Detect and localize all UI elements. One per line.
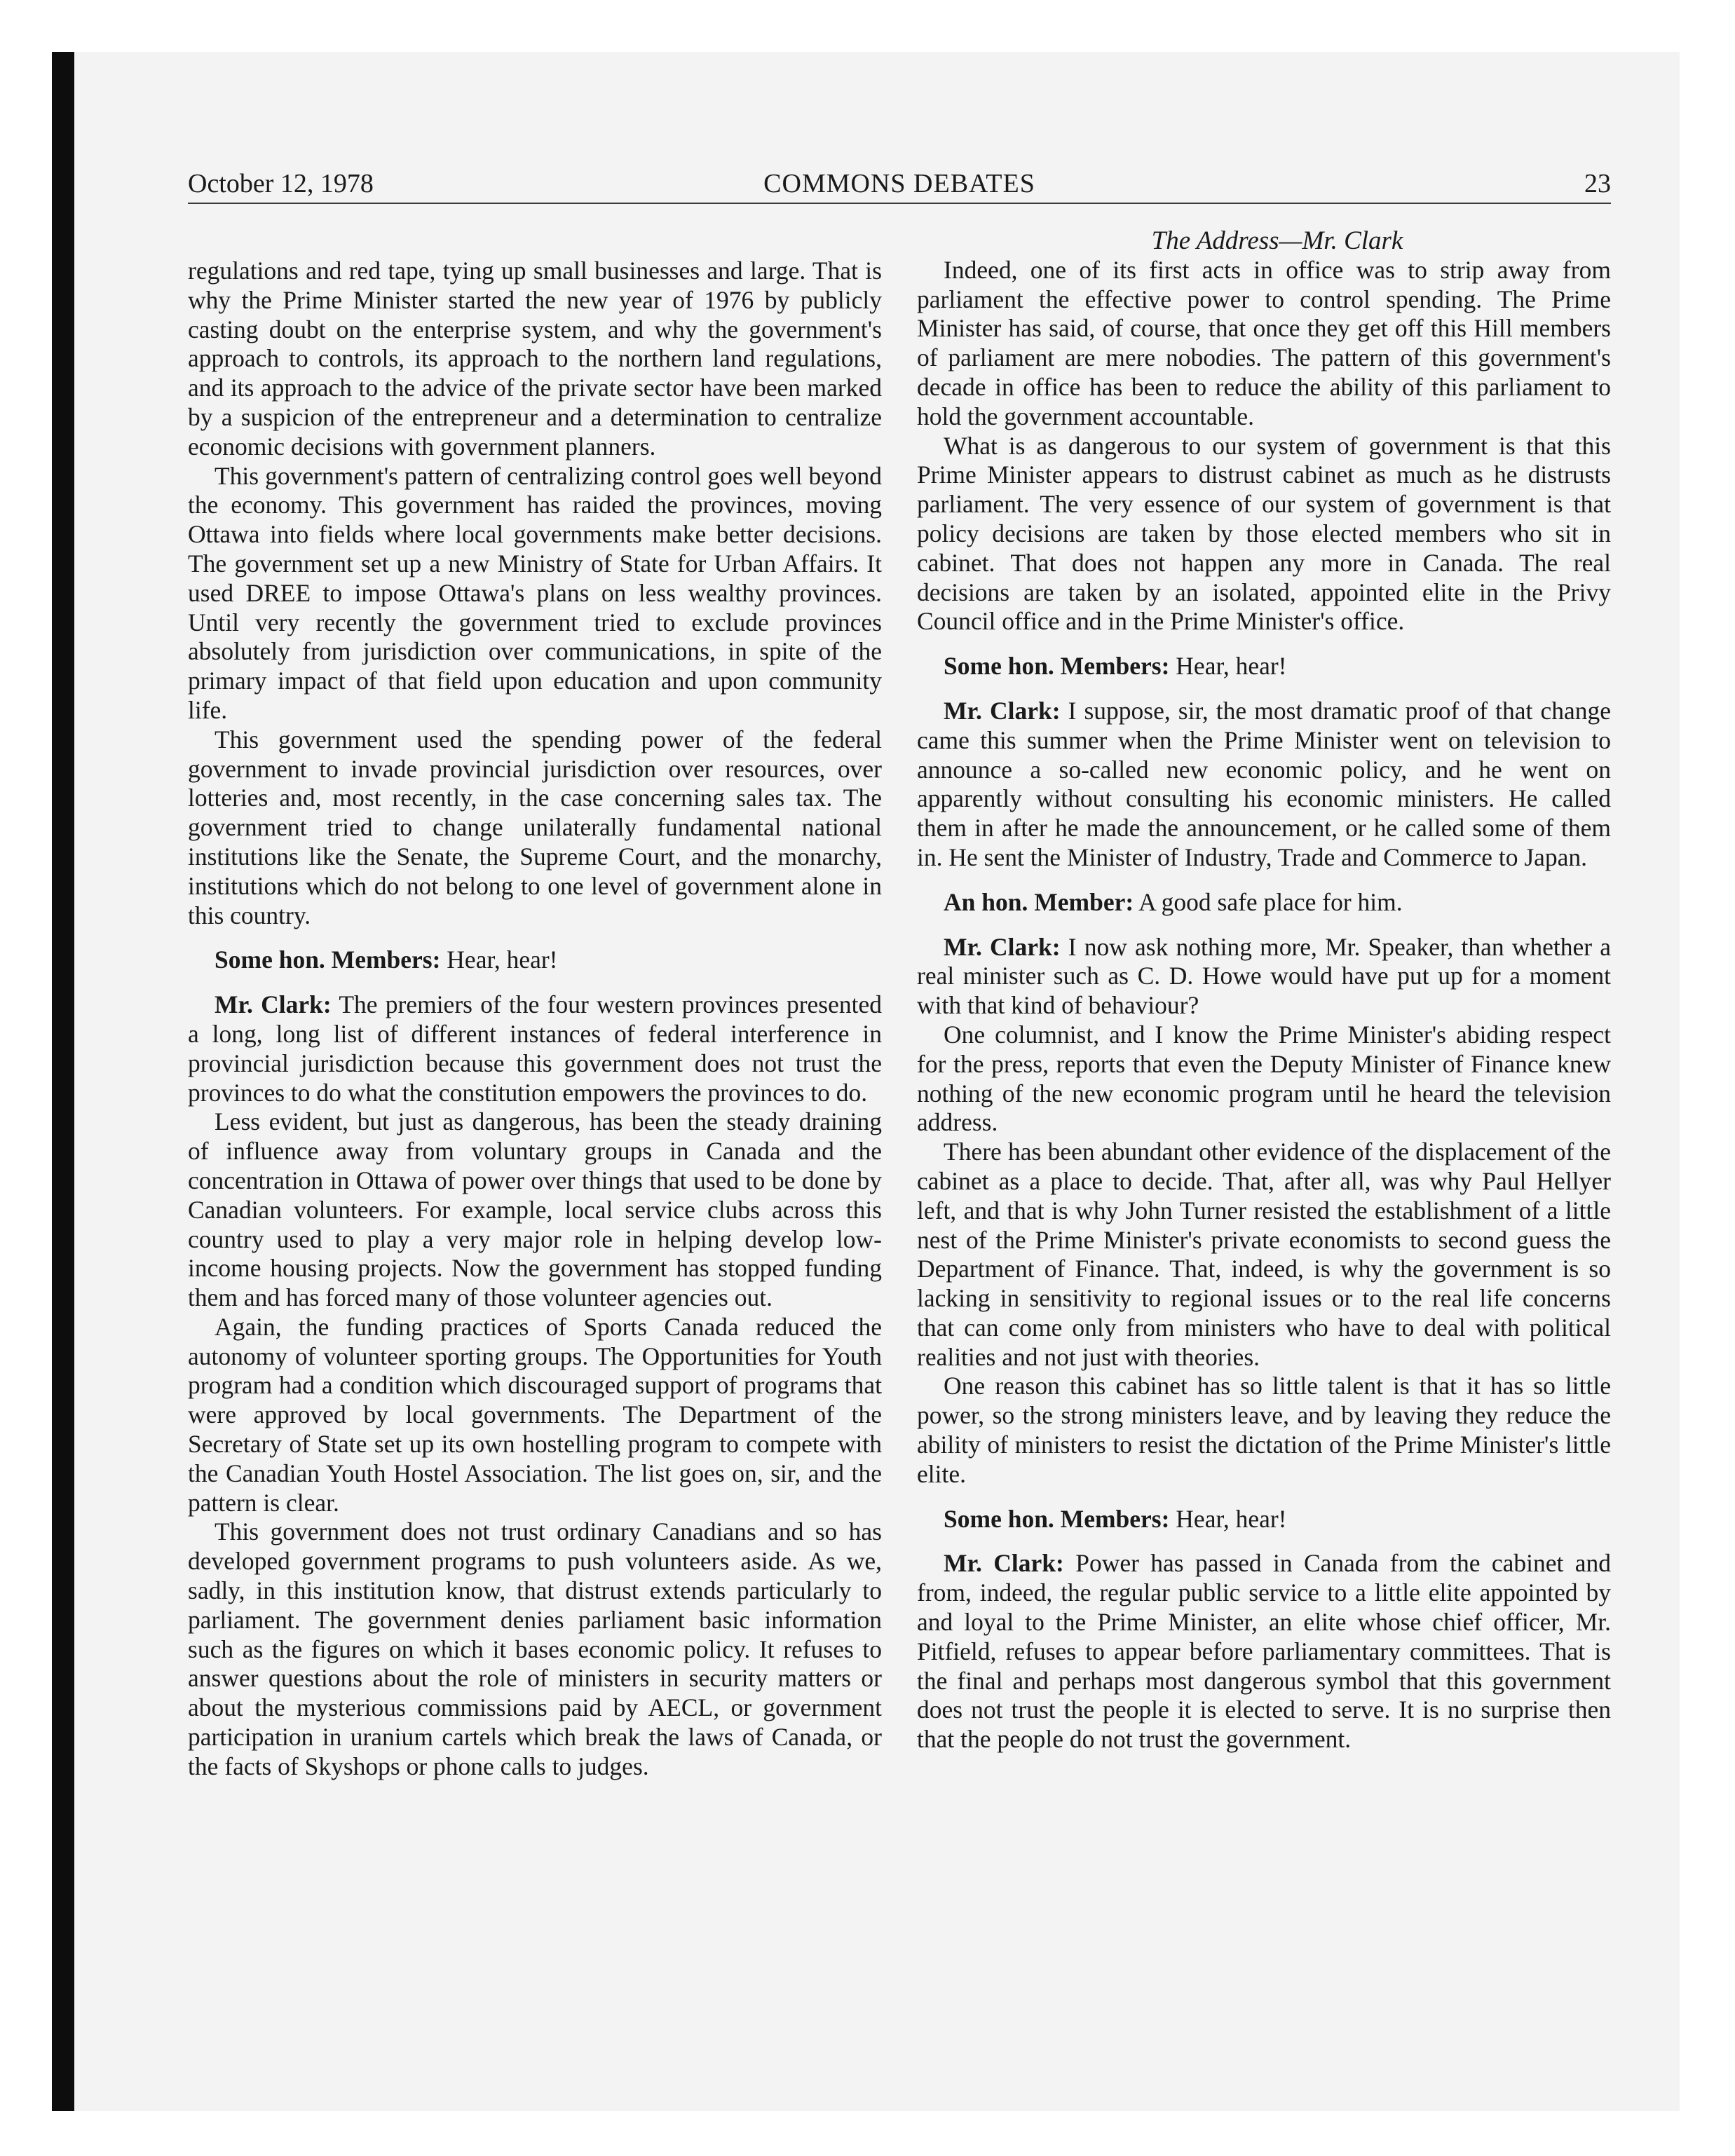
speaker-label: Some hon. Members: xyxy=(944,652,1170,681)
paragraph: This government's pattern of centralizing control goes well beyond the economy. This government has raided the provinces, moving Ottawa into fields where local governments make better decisions. The government set up a new Ministry of State for Urban Affairs. It used DREE to impose Ottawa's plans on less wealthy provinces. Until very recently the government tried to exclude provinces absolutely from jurisdiction over communications, in spite of the primary impact of that field upon education and upon community life. xyxy=(188,461,882,724)
speech-text: The premiers of the four western provinces presented a long, long list of different instances of federal interference in provincial jurisdiction because this government does not trust the provinces to do what the constitution empowers the provinces to do. xyxy=(188,990,882,1107)
right-column xyxy=(917,226,1611,1754)
interjection xyxy=(188,946,882,975)
scan-edge xyxy=(52,52,74,2111)
interjection xyxy=(917,888,1611,917)
speech xyxy=(917,933,1611,1021)
speaker-label: Mr. Clark: xyxy=(944,932,1061,961)
paragraph: Indeed, one of its first acts in office was to strip away from parliament the effective power to control spending. The Prime Minister has said, of course, that once they get off this Hill members of parliament are mere nobodies. The pattern of this government's decade in office has been to reduce the ability of this parliament to hold the government accountable. xyxy=(917,255,1611,430)
header-date: October 12, 1978 xyxy=(188,169,374,198)
interjection xyxy=(917,1505,1611,1534)
paragraph: This government does not trust ordinary Canadians and so has developed government programs to push volunteers aside. As we, sadly, in this institution know, that distrust extends particularly to parliament. The government denies parliament basic information such as the figures on which it bases economic policy. It refuses to answer questions about the role of ministers in security matters or about the mysterious commissions paid by AECL, or government participation in uranium cartels which break the laws of Canada, or the facts of Skyshops or phone calls to judges. xyxy=(188,1517,882,1780)
speech-text: A good safe place for him. xyxy=(1134,887,1403,916)
speech-text: Power has passed in Canada from the cabinet and from, indeed, the regular public service to a little elite appointed by and loyal to the Prime Minister, an elite whose chief officer, Mr. Pitfield, refuses to appear before parliamentary committees. That is the final and perhaps most dangerous symbol that this government does not trust the people it is elected to serve. It is no surprise then that the people do not trust the government. xyxy=(917,1549,1611,1754)
speaker-label: Mr. Clark: xyxy=(215,990,332,1019)
speech-text: Hear, hear! xyxy=(1169,652,1287,681)
header-rule xyxy=(188,203,1611,204)
speaker-label: Mr. Clark: xyxy=(944,696,1061,725)
page-header xyxy=(188,168,1611,199)
paragraph: One columnist, and I know the Prime Minister's abiding respect for the press, reports that even the Deputy Minister of Finance knew nothing of the new economic program until he heard the television address. xyxy=(917,1020,1611,1137)
speaker-label: Some hon. Members: xyxy=(944,1504,1170,1533)
speaker-label: Mr. Clark: xyxy=(944,1549,1064,1578)
page-number: 23 xyxy=(1584,169,1611,198)
header-title: COMMONS DEBATES xyxy=(763,169,1035,198)
speech xyxy=(917,1549,1611,1754)
paragraph: What is as dangerous to our system of government is that this Prime Minister appears to distrust cabinet as much as he distrusts parliament. The very essence of our system of government is that policy decisions are taken by those elected members who sit in cabinet. That does not happen any more in Canada. The real decisions are taken by an isolated, appointed elite in the Privy Council office and in the Prime Minister's office. xyxy=(917,431,1611,636)
speech-text: I suppose, sir, the most dramatic proof of that change came this summer when the Prime Minister went on television to announce a so-called new economic policy, and he went on apparently without consulting his economic ministers. He called them in after he made the announcement, or he called some of them in. He sent the Minister of Industry, Trade and Commerce to Japan. xyxy=(917,696,1611,871)
paragraph: One reason this cabinet has so little talent is that it has so little power, so the strong ministers leave, and by leaving they reduce the ability of ministers to resist the dictation of the Prime Minister's little elite. xyxy=(917,1372,1611,1488)
speech xyxy=(917,697,1611,873)
speech-text: Hear, hear! xyxy=(1169,1504,1287,1533)
interjection xyxy=(917,652,1611,681)
speech xyxy=(188,990,882,1107)
speech-text: I now ask nothing more, Mr. Speaker, than whether a real minister such as C. D. Howe would have put up for a moment with that kind of behaviour? xyxy=(917,932,1611,1020)
paragraph: Less evident, but just as dangerous, has been the steady draining of influence away from voluntary groups in Canada and the concentration in Ottawa of power over things that used to be done by Canadian volunteers. For example, local service clubs across this country used to play a very major role in helping develop low-income housing projects. Now the government has stopped funding them and has forced many of those volunteer agencies out. xyxy=(188,1107,882,1312)
paragraph: There has been abundant other evidence of the displacement of the cabinet as a place to decide. That, after all, was why Paul Hellyer left, and that is why John Turner resisted the establishment of a little nest of the Prime Minister's private economists to second guess the Department of Finance. That, indeed, is why the government is so lacking in sensitivity to regional issues or to the real life concerns that can come only from ministers who have to deal with political realities and not just with theories. xyxy=(917,1138,1611,1371)
paragraph: Again, the funding practices of Sports Canada reduced the autonomy of volunteer sporting groups. The Opportunities for Youth program had a condition which discouraged support of programs that were approved by local governments. The Department of the Secretary of State set up its own hostelling program to compete with the Canadian Youth Hostel Association. The list goes on, sir, and the pattern is clear. xyxy=(188,1312,882,1517)
left-column xyxy=(188,257,882,1782)
speech-text: Hear, hear! xyxy=(440,946,558,974)
paragraph: regulations and red tape, tying up small businesses and large. That is why the Prime Minister started the new year of 1976 by publicly casting doubt on the enterprise system, and why the government's approach to controls, its approach to the northern land regulations, and its approach to the advice of the private sector have been marked by a suspicion of the entrepreneur and a determination to centralize economic decisions with government planners. xyxy=(188,257,882,460)
running-head: The Address—Mr. Clark xyxy=(1151,226,1403,255)
speaker-label: Some hon. Members: xyxy=(215,946,441,974)
paragraph: This government used the spending power of the federal government to invade provincial jurisdiction over resources, over lotteries and, most recently, in the case concerning sales tax. The government tried to change unilaterally fundamental national institutions like the Senate, the Supreme Court, and the monarchy, institutions which do not belong to one level of government alone in this country. xyxy=(188,725,882,929)
speaker-label: An hon. Member: xyxy=(944,887,1134,916)
